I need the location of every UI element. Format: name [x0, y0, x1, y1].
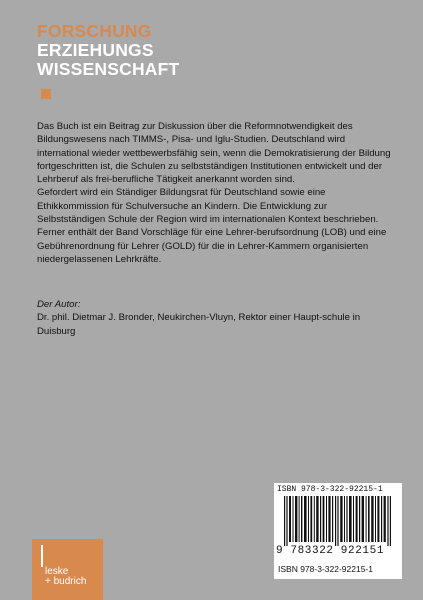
publisher-name-line2: + budrich [45, 576, 87, 587]
publisher-logo-bar [41, 545, 43, 567]
series-title [37, 22, 179, 79]
blurb-paragraph-1: Das Buch ist ein Beitrag zur Diskussion über die Reformnotwendigkeit des Bildungswesens nach TIMMS-, Pisa- und Iglu-Studien. Deutschland wird international wieder wettbewerbsfähig sein, wenn die Demokratisierung der Bildung fortgeschritten ist, die Schulen zu selbstständigen Institutionen entwickelt und der Lehrberuf als frei-berufliche Tätigkeit anerkannt worden sind. [37, 121, 391, 186]
publisher-name-line1: leske [45, 566, 69, 577]
series-title-line2: ERZIEHUNGS [37, 40, 154, 60]
publisher-logo-text [45, 567, 86, 587]
isbn-top-label: ISBN 978-3-322-92215-1 [277, 485, 383, 494]
series-title-line3: WISSENSCHAFT [37, 59, 180, 79]
author-bio: Dr. phil. Dietmar J. Bronder, Neukirchen-Vluyn, Rektor einer Haupt-schule in Duisburg [37, 312, 361, 337]
barcode-bars [284, 496, 392, 546]
book-blurb [37, 120, 397, 266]
isbn-bottom-label: ISBN 978-3-322-92215-1 [278, 564, 373, 574]
accent-square [41, 89, 51, 99]
series-title-line1: FORSCHUNG [37, 21, 152, 41]
barcode [274, 483, 402, 579]
publisher-logo [32, 539, 103, 600]
ean-digits: 9 783322 922151 [276, 545, 385, 557]
author-heading: Der Autor: [37, 299, 81, 310]
blurb-paragraph-2: Gefordert wird ein Ständiger Bildungsrat für Deutschland sowie eine Ethikkommission für Schulversuche an Kindern. Die Entwicklung zur Selbstständigen Schule der Region wird im internationalen Kontext beschrieben. Ferner enthält der Band Vorschläge für eine Lehrer-berufsordnung (LOB) und eine Gebührenordnung für Lehrer (GOLD) für die in Lehrer-Kammern organisierten niedergelassenen Lehrkräfte. [37, 187, 387, 265]
author-section [37, 298, 397, 338]
